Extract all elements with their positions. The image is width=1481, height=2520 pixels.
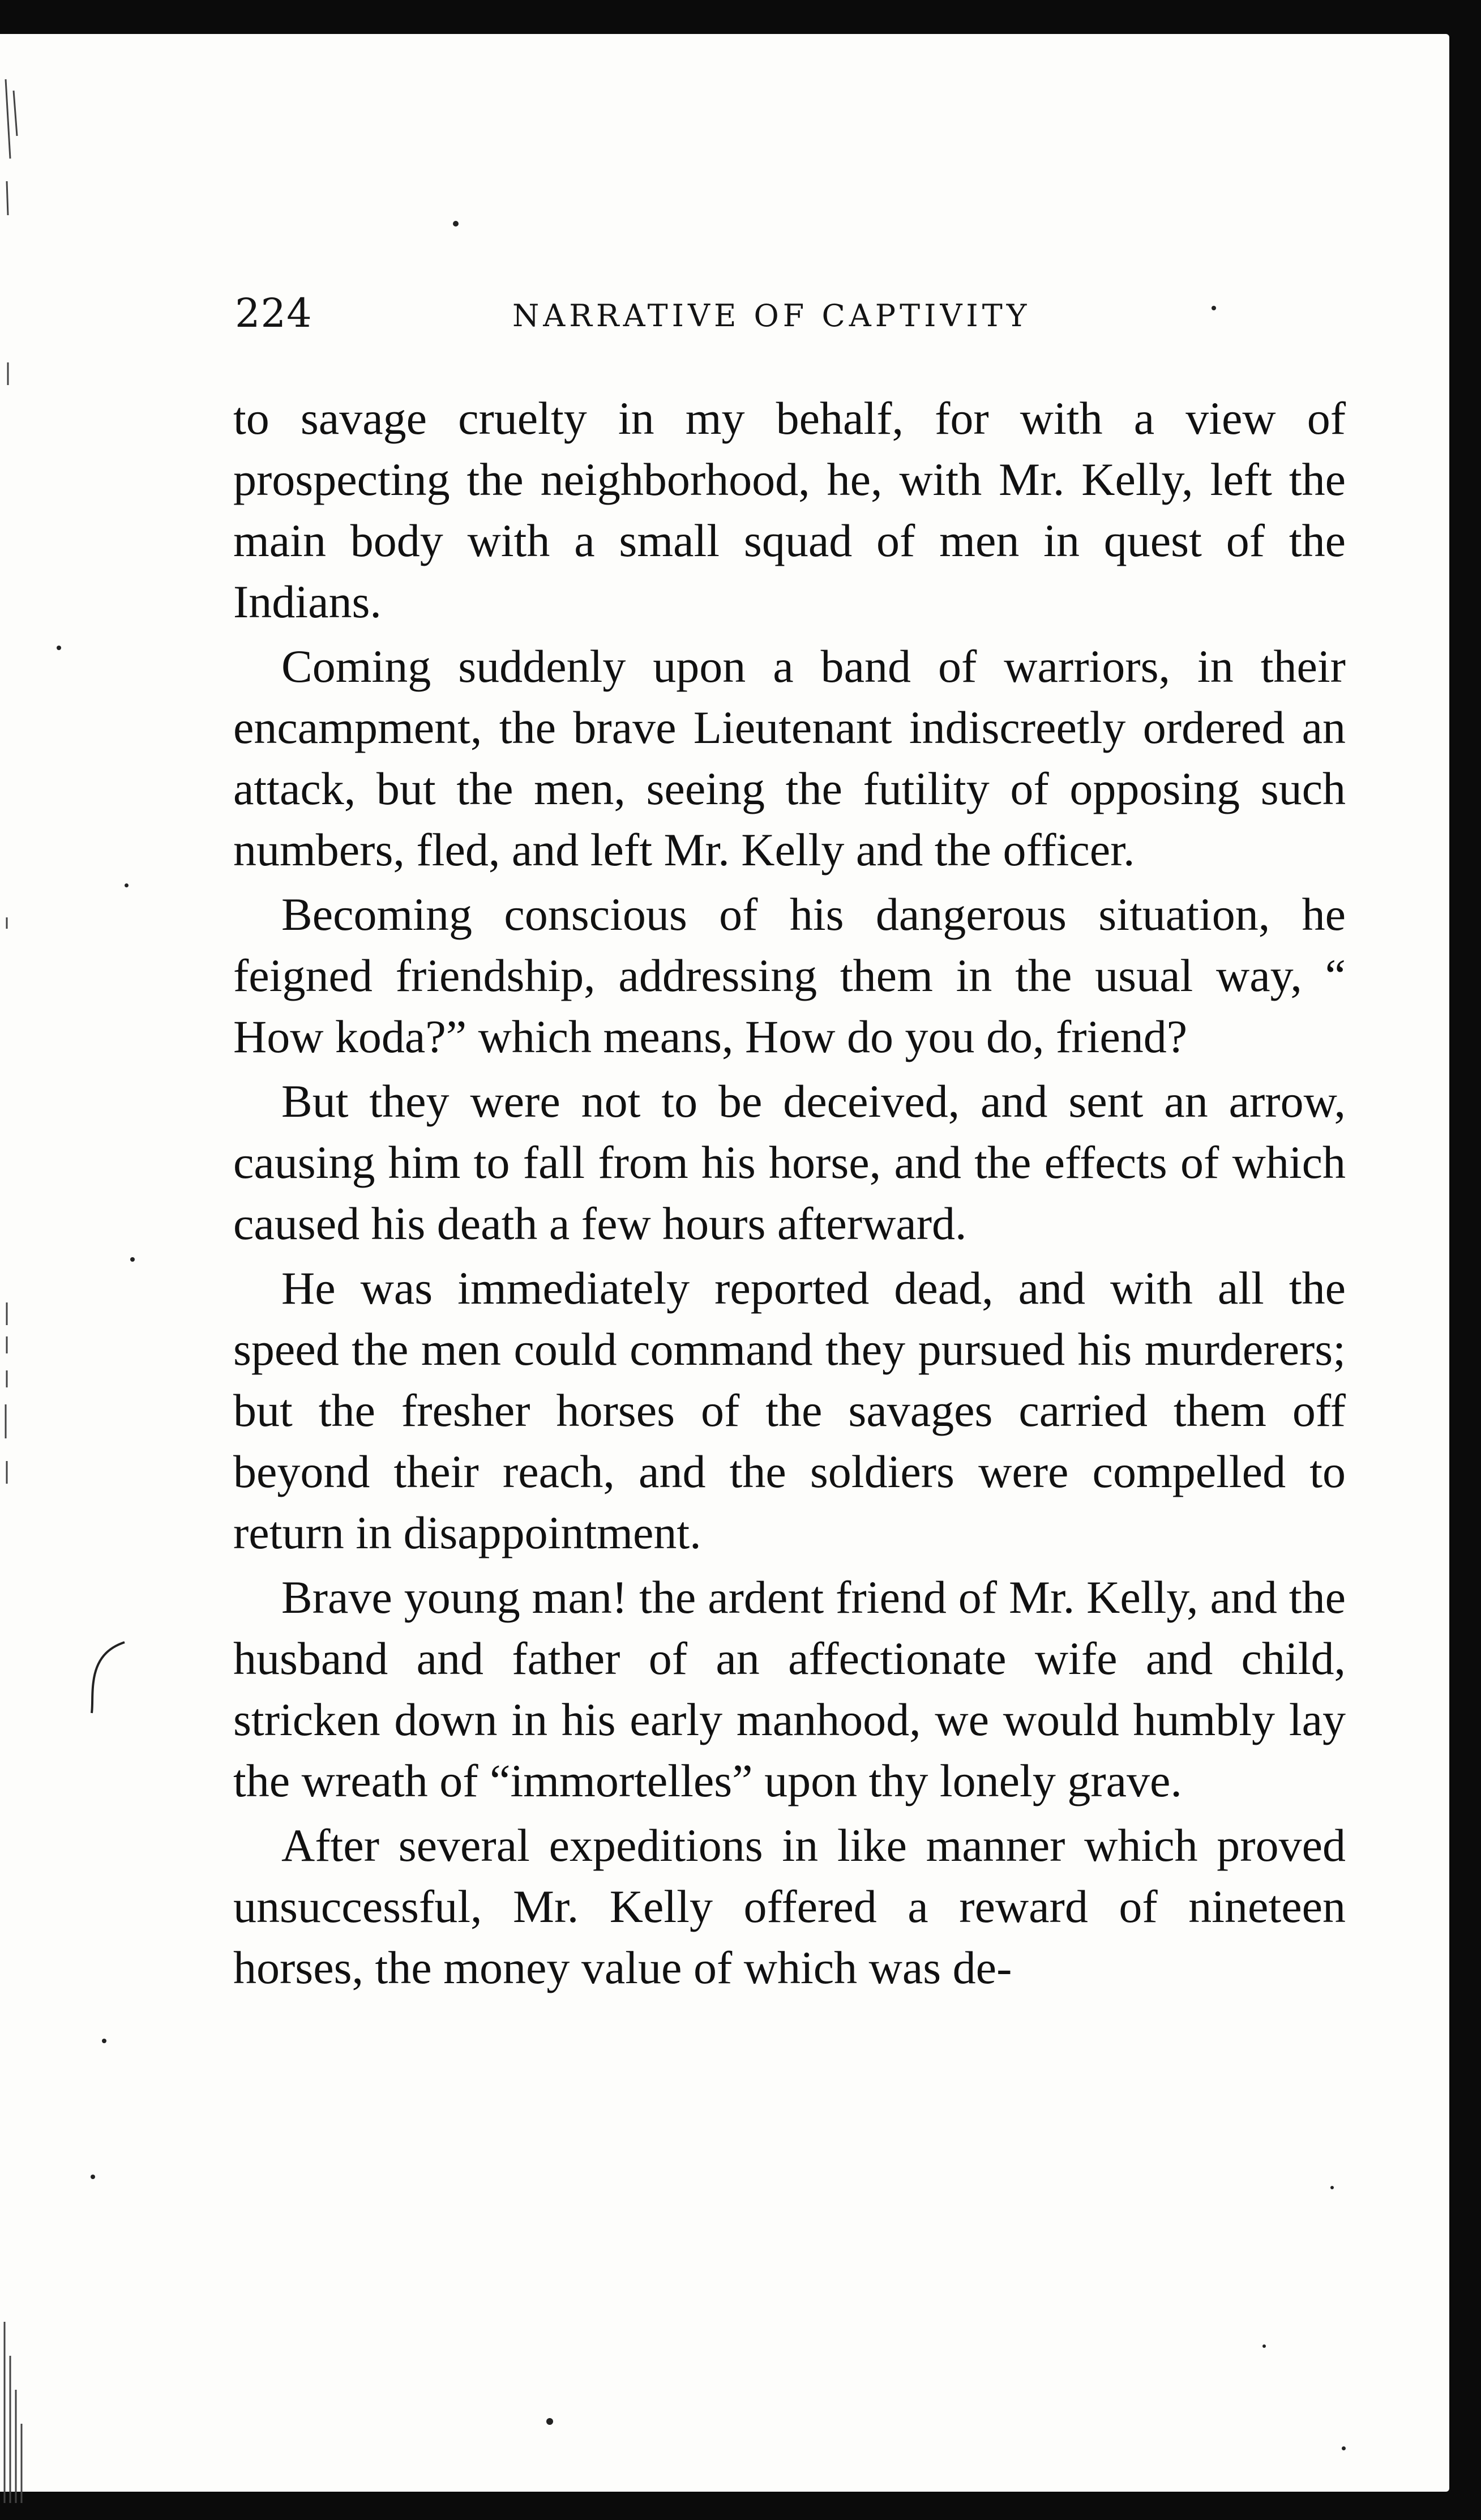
binding-gutter-marks bbox=[0, 68, 34, 2520]
running-title: NARRATIVE OF CAPTIVITY bbox=[512, 298, 1031, 334]
paragraph: But they were not to be deceived, and sent an arrow, causing him to fall from his horse, and the effects of which caused his death a few hours afterward. bbox=[233, 1075, 1346, 1249]
speck bbox=[1330, 2186, 1334, 2189]
paragraph: Coming suddenly upon a band of warriors, in their encampment, the brave Lieutenant indiscreetly ordered an attack, but the men, seeing the futility of opposing such numbers, fled, and left Mr. Kelly and the officer. bbox=[233, 640, 1346, 875]
speck bbox=[1342, 2446, 1346, 2450]
page-header bbox=[235, 290, 1347, 341]
speck bbox=[102, 2039, 106, 2043]
speck bbox=[130, 1257, 135, 1262]
page-number: 224 bbox=[235, 290, 313, 336]
speck bbox=[57, 646, 61, 650]
speck bbox=[1212, 306, 1216, 310]
speck bbox=[453, 221, 459, 227]
paragraph: to savage cruelty in my behalf, for with a view of prospecting the neighborhood, he, with Mr. Kelly, left the main body with a small squad of men in quest of the Indians. bbox=[233, 392, 1346, 627]
paragraph: He was immediately reported dead, and with all the speed the men could command they pursued his murderers; but the fresher horses of the savages carried them off beyond their reach, and the soldiers were compelled to return in disappointment. bbox=[233, 1262, 1346, 1558]
body-text bbox=[233, 388, 1346, 2002]
speck bbox=[125, 883, 129, 887]
paragraph: Becoming conscious of his dangerous situation, he feigned friendship, addressing them in the usual way, “ How koda?” which means, How do you do, friend? bbox=[233, 889, 1346, 1062]
paper-sheet bbox=[0, 34, 1449, 2492]
speck bbox=[546, 2418, 553, 2425]
speck bbox=[91, 2175, 95, 2179]
paragraph: After several expeditions in like manner which proved unsuccessful, Mr. Kelly offered a reward of nineteen horses, the money value of which was de- bbox=[233, 1819, 1346, 1993]
speck bbox=[1262, 2344, 1266, 2348]
paragraph: Brave young man! the ardent friend of Mr. Kelly, and the husband and father of an affectionate wife and child, stricken down in his early manhood, we would humbly lay the wreath of “immortelles” upon thy lonely grave. bbox=[233, 1571, 1346, 1806]
margin-pen-mark bbox=[85, 1637, 130, 1716]
